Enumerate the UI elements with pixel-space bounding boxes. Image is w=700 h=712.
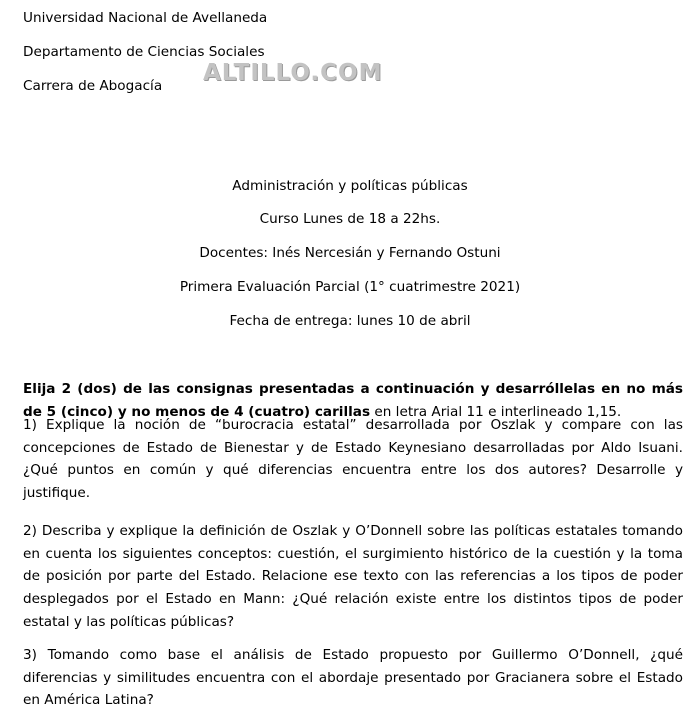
instructions-normal: en letra Arial 11 e interlineado 1,15.: [370, 403, 622, 420]
course-schedule: Curso Lunes de 18 a 22hs.: [259, 211, 441, 227]
course-teachers: Docentes: Inés Nercesián y Fernando Ostuni: [199, 245, 501, 261]
question-3: 3) Tomando como base el análisis de Estado propuesto por Guillermo O’Donnell, ¿qué diferencias y similitudes encuentra con el abordaje presentado por Gracianera sobre el Estado en América Latina?: [23, 647, 683, 709]
instructions-bold: Elija 2 (dos) de las consignas presentadas a continuación y desarróllelas en no más de 5 (cinco) y no menos de 4 (cuatro) carillas: [23, 381, 683, 420]
career-name: Carrera de Abogacía: [23, 78, 163, 94]
question-1: 1) Explique la noción de “burocracia estatal” desarrollada por Oszlak y compare con las concepciones de Estado de Bienestar y de Estado Keynesiano desarrolladas por Aldo Isuani. ¿Qué puntos en común y qué diferencias encuentra entre los dos autores? Desarrolle y justifique.: [23, 417, 683, 502]
exam-title: Primera Evaluación Parcial (1° cuatrimestre 2021): [179, 279, 521, 295]
question-2: 2) Describa y explique la definición de Oszlak y O’Donnell sobre las políticas estatales tomando en cuenta los siguientes conceptos: cuestión, el surgimiento histórico de la cuestión y la toma de posición por parte del Estado. Relacione ese texto con las referencias a los tipos de poder desplegados por el Estado en Mann: ¿Qué relación existe entre los distintos tipos de poder estatal y las políticas públicas?: [23, 523, 683, 630]
department-name: Departamento de Ciencias Sociales: [23, 44, 265, 60]
university-name: Universidad Nacional de Avellaneda: [23, 10, 268, 26]
due-date: Fecha de entrega: lunes 10 de abril: [229, 313, 471, 329]
watermark-logo: ALTILLO.COM: [203, 60, 383, 86]
subject-title: Administración y políticas públicas: [232, 178, 468, 194]
